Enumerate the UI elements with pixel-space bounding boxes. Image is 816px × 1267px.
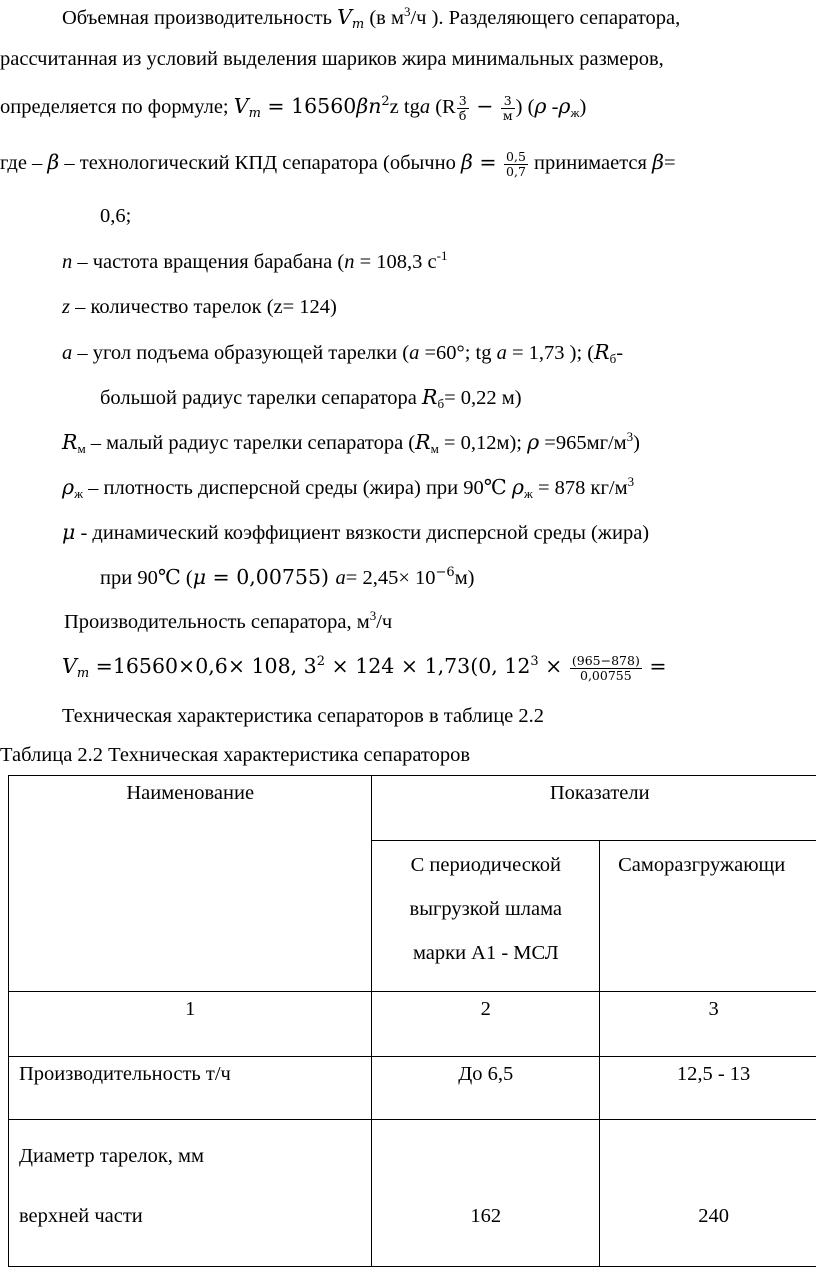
paragraph-line-1 — [62, 3, 816, 32]
text: принимается — [529, 152, 652, 174]
math-rho: ρ — [512, 475, 524, 499]
math-v: V — [234, 94, 249, 118]
text: – количество тарелок (z= 124) — [70, 296, 337, 318]
math-beta: β — [652, 150, 664, 174]
math-n: n — [62, 251, 72, 273]
row-value: 240 — [698, 1205, 729, 1227]
frac-num: 3 — [457, 94, 469, 109]
sub: б — [610, 351, 617, 366]
table-row — [9, 992, 816, 1057]
math: = 16560 — [261, 94, 356, 118]
frac-num: (965−878) — [570, 654, 642, 669]
math-mu: μ — [62, 520, 75, 544]
math-rho: ρ — [558, 94, 570, 118]
text: Производительность сепаратора, м — [64, 611, 370, 633]
num-2: 2 — [481, 998, 491, 1020]
math-v: V — [62, 654, 77, 678]
text: (в м — [364, 7, 404, 29]
fraction-4 — [570, 654, 642, 683]
text: = 0,22 м) — [444, 387, 522, 409]
text: z tg — [390, 96, 420, 118]
math-sub: m — [352, 17, 364, 32]
table-header-row — [9, 776, 816, 841]
text: - — [546, 96, 558, 118]
paragraph-line-10 — [62, 428, 640, 457]
math: − — [470, 94, 500, 118]
math-a: a — [62, 342, 72, 364]
frac-den: 0,7 — [504, 165, 528, 179]
num-3: 3 — [708, 998, 718, 1020]
frac-num: 0,5 — [504, 150, 528, 165]
math-r: R — [594, 340, 609, 364]
math-r: R — [62, 430, 77, 454]
spec-table — [8, 775, 816, 1267]
math: = — [473, 150, 503, 174]
paragraph-line-3 — [0, 92, 586, 123]
paragraph-line-2: рассчитанная из условий выделения шариков жира минимальных размеров, — [0, 45, 816, 73]
sup: -1 — [437, 248, 448, 263]
frac-den: б — [457, 109, 469, 123]
text: определяется по формуле; — [0, 96, 234, 118]
sub: м — [77, 441, 85, 456]
table-caption: Таблица 2.2 Техническая характеристика сепараторов — [0, 741, 470, 769]
text: /ч ). Разделяющего сепаратора, — [410, 7, 680, 29]
sup: 3 — [404, 4, 411, 19]
subheader-col2-line: выгрузкой шлама — [372, 887, 599, 931]
paragraph-line-7 — [62, 293, 337, 321]
paragraph-line-8 — [62, 338, 623, 367]
text: Объемная производительность — [62, 7, 337, 29]
math-z: z — [62, 296, 70, 318]
num-cell — [9, 992, 372, 1057]
row-name: Производительность т/ч — [19, 1063, 231, 1085]
text: при 90℃ ( — [100, 567, 193, 589]
paragraph-line-15 — [62, 652, 667, 683]
sub: ж — [74, 486, 83, 501]
text: ) — [633, 432, 640, 454]
row-value: До 6,5 — [458, 1063, 513, 1085]
paragraph-line-11 — [62, 473, 634, 502]
sup: −6 — [436, 565, 455, 580]
num-1: 1 — [185, 998, 195, 1020]
text: = 1,73 ); ( — [507, 342, 594, 364]
row-value-cell — [600, 1120, 816, 1267]
text: – плотность дисперсной среды (жира) при 90℃ — [83, 477, 512, 499]
paragraph-line-14 — [64, 608, 392, 636]
text: большой радиус тарелки сепаратора — [100, 387, 422, 409]
subheader-col2-line: марки А1 - МСЛ — [372, 931, 599, 975]
math: × 124 × 1,73(0, 12 — [325, 654, 530, 678]
row-name-cell — [9, 1057, 372, 1120]
math-rho: ρ — [62, 475, 74, 499]
math: = — [643, 654, 667, 678]
math-beta: β — [461, 150, 473, 174]
num-cell — [372, 992, 600, 1057]
paragraph-line-16: Техническая характеристика сепараторов в таблице 2.2 — [62, 702, 544, 730]
text: – угол подъема образующей тарелки ( — [72, 342, 409, 364]
paragraph-line-13 — [100, 563, 475, 592]
row-value-cell — [372, 1057, 600, 1120]
paragraph-line-4 — [0, 148, 676, 179]
frac-num: 3 — [501, 94, 515, 109]
math-beta: β — [47, 150, 59, 174]
subheader-col3-cell — [600, 841, 816, 992]
paragraph-line-5: 0,6; — [100, 202, 131, 230]
sup: 3 — [628, 474, 635, 489]
subheader-col3-line: Саморазгружающи — [618, 843, 816, 887]
frac-den: м — [501, 109, 515, 123]
header-name-cell — [9, 776, 372, 992]
sub: ж — [524, 486, 533, 501]
text: ) ( — [516, 96, 535, 118]
fraction-2 — [501, 94, 515, 123]
subheader-col2-line: С периодической — [372, 843, 599, 887]
text: – частота вращения барабана ( — [72, 251, 344, 273]
math-mu: μ — [193, 565, 206, 589]
math: × — [539, 654, 569, 678]
header-indicators: Показатели — [550, 782, 650, 804]
text: где – — [0, 152, 47, 174]
math-beta: β — [356, 94, 368, 118]
math-n: n — [344, 251, 354, 273]
text: м) — [455, 567, 475, 589]
math-a: a — [409, 342, 419, 364]
math-rho: ρ — [527, 430, 539, 454]
sub: м — [431, 441, 439, 456]
math-sub: m — [77, 666, 89, 681]
paragraph-line-12 — [62, 518, 649, 547]
text: ) — [579, 96, 586, 118]
text: =60°; tg — [419, 342, 496, 364]
math-v: V — [337, 5, 352, 29]
text: = 0,12м); — [439, 432, 527, 454]
text: /ч — [376, 611, 392, 633]
sup: 2 — [317, 654, 325, 669]
fraction-1 — [457, 94, 469, 123]
math-n: n — [368, 94, 381, 118]
text: – малый радиус тарелки сепаратора ( — [86, 432, 415, 454]
row-name: верхней части — [19, 1186, 371, 1246]
frac-den: 0,00755 — [570, 669, 642, 683]
math-rho: ρ — [534, 94, 546, 118]
text: - динамический коэффициент вязкости дисперсной среды (жира) — [75, 522, 649, 544]
math: =16560×0,6× 108, 3 — [89, 654, 317, 678]
row-name-cell — [9, 1120, 372, 1267]
text: = 878 кг/м — [533, 477, 628, 499]
sup: 2 — [381, 94, 389, 109]
sup: 3 — [370, 608, 377, 623]
text: (R — [430, 96, 456, 118]
row-value: 12,5 - 13 — [677, 1063, 750, 1085]
text: - — [616, 342, 623, 364]
table-row — [9, 1057, 816, 1120]
row-value-cell — [600, 1057, 816, 1120]
header-indicators-cell — [372, 776, 816, 841]
sub: ж — [570, 105, 579, 120]
fraction-3 — [504, 150, 528, 179]
subheader-col2-cell — [372, 841, 600, 992]
row-name: Диаметр тарелок, мм — [19, 1126, 371, 1186]
math-sub: m — [249, 106, 261, 121]
row-value-cell — [372, 1120, 600, 1267]
math-r: R — [415, 430, 430, 454]
math-a: a — [497, 342, 507, 364]
text: =965мг/м — [539, 432, 627, 454]
sup: 3 — [627, 429, 634, 444]
header-name: Наименование — [126, 782, 254, 804]
math-a: a — [420, 96, 430, 118]
num-cell — [600, 992, 816, 1057]
math-a: a — [336, 567, 346, 589]
math-r: R — [422, 385, 437, 409]
row-value: 162 — [470, 1205, 501, 1227]
text: – технологический КПД сепаратора (обычно — [59, 152, 461, 174]
math: = 0,00755) — [206, 565, 336, 589]
sup: 3 — [530, 654, 538, 669]
table-row — [9, 1120, 816, 1267]
paragraph-line-9 — [100, 383, 522, 412]
text: = 108,3 с — [354, 251, 436, 273]
text: = 2,45× 10 — [346, 567, 436, 589]
sub: б — [437, 396, 444, 411]
text: = — [664, 152, 676, 174]
paragraph-line-6 — [62, 248, 447, 276]
